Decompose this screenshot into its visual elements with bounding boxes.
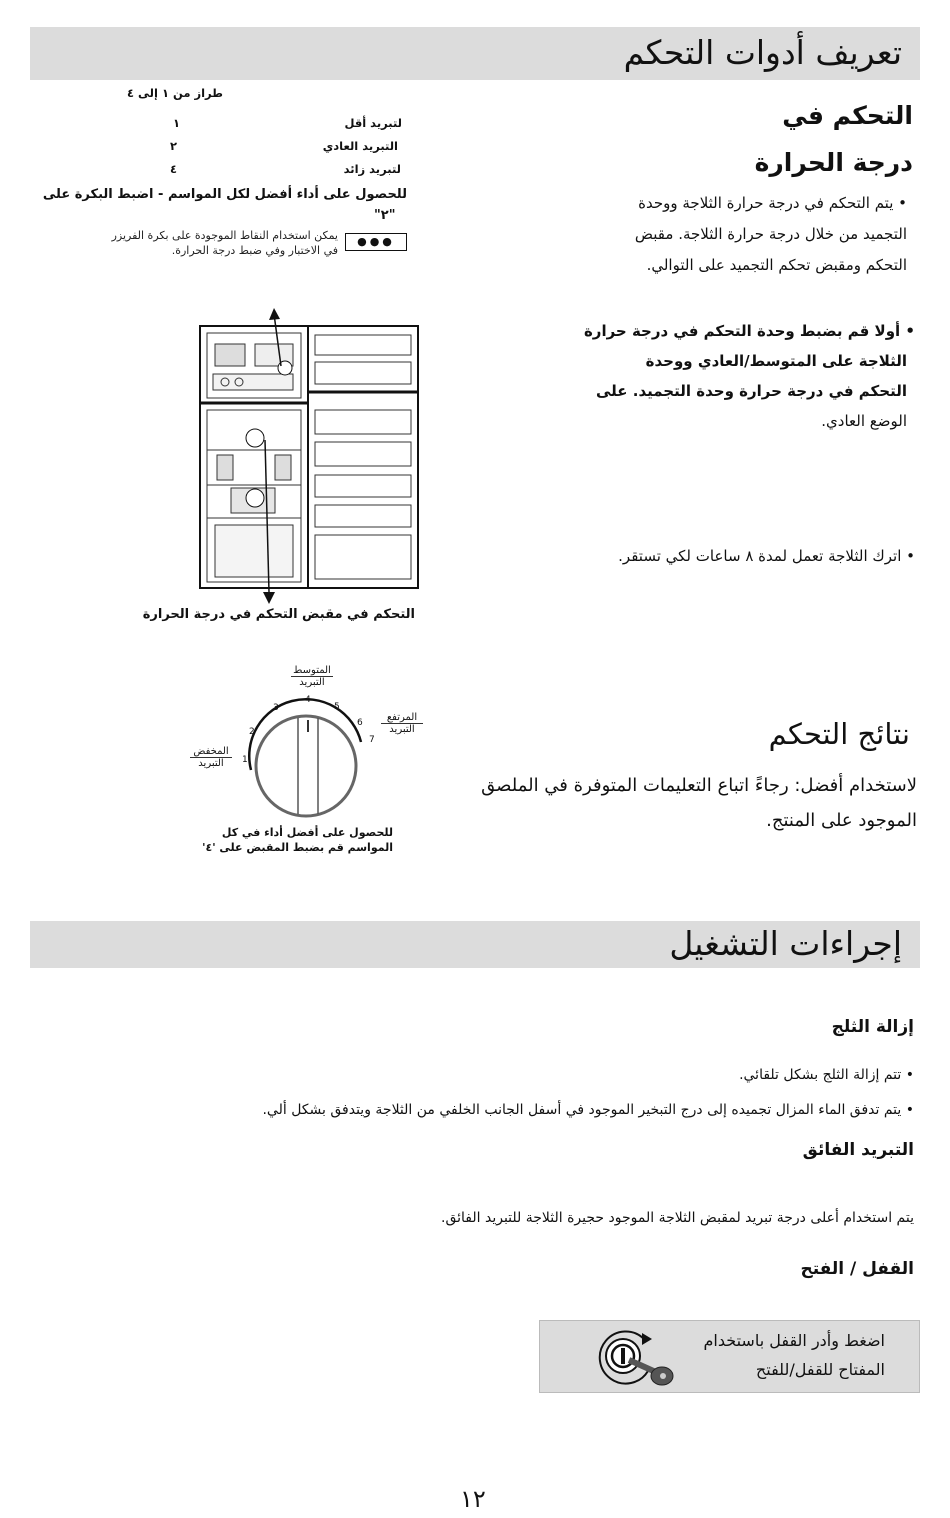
- lock-box: [539, 1320, 920, 1393]
- temp-para-2-line-1: • أولا قم بضبط وحدة التحكم في درجة حرارة: [583, 322, 915, 340]
- dial-number-3: 3: [273, 703, 279, 713]
- controls-banner: [30, 27, 920, 80]
- temp-control-heading-1: التحكم في: [782, 101, 913, 130]
- temp-para-1-line-1: • يتم التحكم في درجة حرارة الثلاجة ووحدة: [638, 194, 907, 212]
- temp-para-1-line-2: التجميد من خلال درجة حرارة الثلاجة. مقبض: [634, 225, 907, 243]
- best-note-line-1: للحصول على أداء أفضل لكل المواسم - اضبط البكرة على: [42, 187, 407, 202]
- page-number: ١٢: [460, 1485, 486, 1513]
- model-row-value-1: ١: [173, 116, 181, 130]
- dial-label-high-1: المرتفع: [381, 712, 423, 724]
- dial-label-low-1: المخفض: [190, 746, 232, 758]
- model-row-label-1: لتبريد أقل: [344, 116, 402, 130]
- dial-label-high-2: التبريد: [389, 724, 415, 735]
- dots-note-line-1: يمكن استخدام النقاط الموجودة على بكرة الفريزر: [111, 229, 338, 242]
- dial-number-4: 4: [305, 695, 311, 705]
- defrost-bullet-1: • تتم إزالة الثلج بشكل تلقائي.: [739, 1067, 914, 1083]
- lock-heading: القفل / الفتح: [800, 1259, 914, 1279]
- fridge-caption: التحكم في مقبض التحكم في درجة الحرارة: [142, 607, 415, 622]
- results-line-2: الموجود على المنتج.: [766, 810, 917, 831]
- dial-label-mid-1: المتوسط: [291, 665, 333, 677]
- dial-number-2: 2: [249, 727, 255, 737]
- temp-para-2-line-4: الوضع العادي.: [821, 412, 907, 430]
- dial-note-line-2: المواسم قم بضبط المقبض على '٤': [202, 841, 393, 854]
- super-cool-text: يتم استخدام أعلى درجة تبريد لمقبض الثلاجة الموجود حجيرة الثلاجة للتبريد الفائق.: [441, 1210, 914, 1226]
- temp-para-1-line-3: التحكم ومقبض تحكم التجميد على التوالي.: [646, 256, 907, 274]
- dots-symbol: ●●●: [357, 235, 395, 248]
- model-row-label-2: التبريد العادي: [322, 139, 398, 153]
- dial-number-1: 1: [242, 755, 248, 765]
- dots-note-line-2: في الاختبار وفي ضبط درجة الحرارة.: [171, 244, 338, 257]
- temp-para-2-line-3: التحكم في درجة حرارة وحدة التجميد. على: [596, 382, 907, 400]
- model-row-label-3: لتبريد زائد: [343, 162, 401, 176]
- temp-para-3: • اترك الثلاجة تعمل لمدة ٨ ساعات لكي تستقر.: [618, 547, 915, 565]
- model-table-heading: طراز من ١ إلى ٤: [127, 86, 223, 100]
- dial-label-mid: [291, 665, 333, 688]
- dial-note-line-1: للحصول على أفضل أداء في كل: [221, 826, 393, 839]
- defrost-bullet-2: • يتم تدفق الماء المزال تجميده إلى درج التبخير الموجود في أسفل الجانب الخلفي من الثلاجة ويتدفق بشكل ألي.: [262, 1102, 914, 1118]
- operation-banner-title: إجراءات التشغيل: [669, 924, 902, 963]
- dial-number-5: 5: [334, 702, 340, 712]
- results-heading: نتائج التحكم: [768, 717, 910, 751]
- dial-number-7: 7: [369, 735, 375, 745]
- key-lock-icon: [596, 1327, 676, 1389]
- operation-banner: [30, 921, 920, 968]
- dial-label-mid-2: التبريد: [299, 677, 325, 688]
- lock-line-2: المفتاح للقفل/للفتح: [755, 1360, 885, 1379]
- dial-number-6: 6: [357, 718, 363, 728]
- temperature-dial: [235, 690, 375, 830]
- temp-control-heading-2: درجة الحرارة: [754, 148, 913, 177]
- dial-label-low: [190, 746, 232, 769]
- best-note-line-2: "٢": [374, 208, 396, 223]
- lock-line-1: اضغط وأدر القفل باستخدام: [703, 1331, 885, 1350]
- dial-label-high: [381, 712, 423, 735]
- defrost-heading: إزالة الثلج: [831, 1017, 914, 1037]
- results-line-1: لاستخدام أفضل: رجاءً اتباع التعليمات المتوفرة في الملصق: [481, 775, 917, 796]
- model-row-value-2: ٢: [170, 139, 178, 153]
- controls-banner-title: تعريف أدوات التحكم: [623, 33, 902, 72]
- temp-para-2-line-2: الثلاجة على المتوسط/العادي ووحدة: [645, 352, 907, 370]
- super-cool-heading: التبريد الفائق: [802, 1140, 914, 1160]
- model-row-value-3: ٤: [170, 162, 178, 176]
- fridge-illustration: [195, 300, 425, 610]
- dial-label-low-2: التبريد: [198, 758, 224, 769]
- temp-para-2: [555, 316, 915, 436]
- temp-para-1: [547, 188, 907, 281]
- dots-box: [345, 233, 407, 251]
